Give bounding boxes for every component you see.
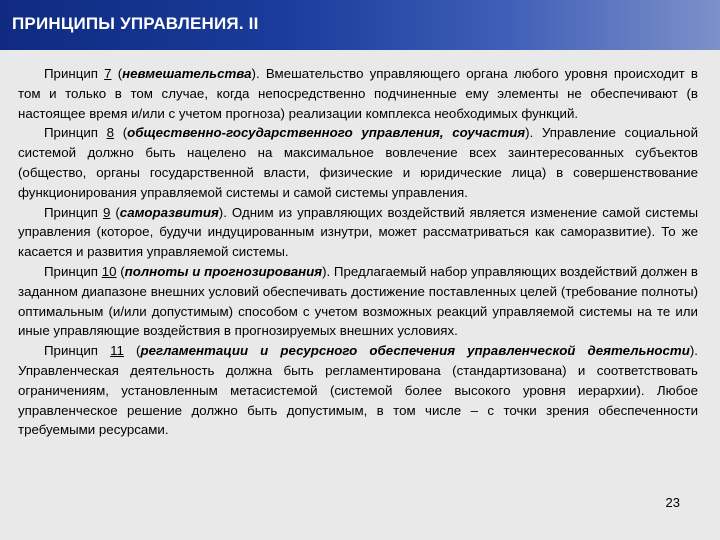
principle-label: Принцип <box>44 204 103 220</box>
principle-label: Принцип <box>44 343 111 359</box>
principle-9 <box>18 203 698 262</box>
principle-label: Принцип <box>44 66 105 81</box>
principle-number: 7 <box>104 66 112 81</box>
slide-content <box>18 64 698 440</box>
principle-name: саморазвития <box>119 204 219 220</box>
principle-paren-open: ( <box>114 125 128 141</box>
principle-paren-open: ( <box>123 343 141 359</box>
principle-text: Вмешательство управляющего органа любого уровня происходит в том и только в том случае, когда непосредственно подчиненные ему элементы не обеспечивают (в настоящее время и/или с учетом прогноза) реализации комплекса необходимых функций. <box>18 66 698 121</box>
principle-paren-open: ( <box>110 204 120 220</box>
principle-11 <box>18 341 698 440</box>
principle-name: полноты и прогнозирования <box>124 263 323 279</box>
principle-text: Одним из управляющих воздействий является изменение самой системы управления (которое, будучи индуцированным изнутри, может рассматриваться как саморазвитие). То же касается и развития управляемой системы. <box>18 204 698 260</box>
principle-7 <box>18 64 698 123</box>
principle-8 <box>18 123 698 202</box>
principle-text: Предлагаемый набор управляющих воздействий должен в заданном диапазоне внешних условий обеспечивать достижение поставленных целей (требование полноты) оптимальным (и/или допустимым) способом с учетом возможных реакций управляемой системы на те или иные управляющие воздействия в прогнозируемых внешних условиях. <box>18 263 698 339</box>
principle-paren-open: ( <box>111 66 123 81</box>
principle-text: Управленческая деятельность должна быть регламентирована (стандартизована) и соответствовать ограничениям, установленным метасистемой (системой более высокого уровня иерархии). Любое управленческое решение должно быть допустимым, в том числе – с точки зрения обеспеченности требуемыми ресурсами. <box>18 362 698 438</box>
principle-name: общественно-государственного управления, соучастия <box>127 125 526 141</box>
principle-number: 11 <box>110 343 124 359</box>
principle-10 <box>18 262 698 341</box>
principle-number: 10 <box>101 263 117 279</box>
slide-title: ПРИНЦИПЫ УПРАВЛЕНИЯ. II <box>12 14 259 33</box>
principle-paren-close: ). <box>218 204 227 220</box>
principle-text: Управление социальной системой должно быть нацелено на максимальное вовлечение всех заинтересованных субъектов (общество, органы государственной власти, физические и юридические лица) в совершенствование функционирования управляемой системы и самой системы управления. <box>18 125 698 200</box>
principle-paren-close: ). <box>251 66 260 81</box>
principle-paren-close: ). <box>689 343 698 359</box>
principle-label: Принцип <box>44 263 102 279</box>
page-number: 23 <box>665 495 680 510</box>
principle-name: невмешательства <box>122 66 252 81</box>
principle-paren-close: ). <box>525 125 534 141</box>
principle-name: регламентации и ресурсного обеспечения управленческой деятельности <box>140 343 690 359</box>
principle-paren-open: ( <box>116 263 125 279</box>
principle-paren-close: ). <box>322 263 331 279</box>
principle-number: 9 <box>102 204 111 220</box>
principle-number: 8 <box>106 125 115 141</box>
principle-label: Принцип <box>44 125 107 141</box>
slide-header <box>0 0 720 50</box>
